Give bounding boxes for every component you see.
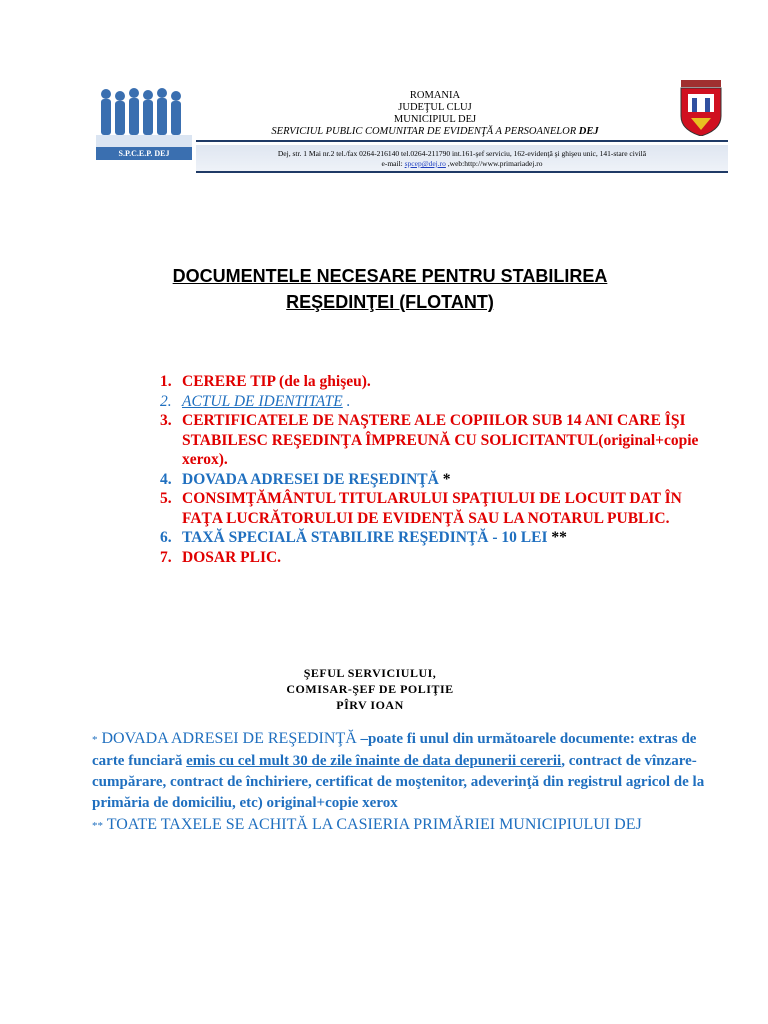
requirement-item: 6. TAXĂ SPECIALĂ STABILIRE REŞEDINŢĂ - 10 LEI ** bbox=[160, 529, 567, 546]
title-line-2: REŞEDINŢEI (FLOTANT) bbox=[286, 292, 494, 312]
country: ROMANIA bbox=[409, 90, 461, 101]
requirement-item: 5. CONSIMŢĂMÂNTUL TITULARULUI SPAŢIULUI DE LOCUIT DAT ÎN FAŢA LUCRĂTORULUI DE EVIDENŢĂ SAU LA NOTARUL PUBLIC. bbox=[160, 490, 682, 527]
service-name: SERVICIUL PUBLIC COMUNITAR DE EVIDENŢĂ A PERSOANELOR DEJ bbox=[271, 126, 599, 137]
contact-bar bbox=[196, 145, 728, 173]
requirement-item: 2. ACTUL DE IDENTITATE . bbox=[160, 392, 351, 410]
city: MUNICIPIUL DEJ bbox=[393, 114, 477, 125]
footnote-fees: ** TOATE TAXELE SE ACHITĂ LA CASIERIA PRIMĂRIEI MUNICIPIULUI DEJ bbox=[92, 816, 642, 833]
signatory-name: PÎRV IOAN bbox=[336, 698, 404, 712]
contact-web: e-mail: spcep@dej.ro ,web:http://www.primariadej.ro bbox=[381, 159, 543, 168]
document-title bbox=[60, 263, 720, 315]
signatory-rank: COMISAR-ŞEF DE POLIŢIE bbox=[286, 682, 454, 696]
logo-caption: S.P.C.E.P. DEJ bbox=[96, 147, 192, 160]
requirement-item: 1. CERERE TIP (de la ghişeu). bbox=[160, 373, 371, 390]
requirement-item: 7. DOSAR PLIC. bbox=[160, 548, 282, 566]
signatory-role: ŞEFUL SERVICIULUI, bbox=[303, 666, 437, 680]
footnotes bbox=[92, 728, 732, 837]
email-link[interactable]: spcep@dej.ro bbox=[404, 159, 446, 168]
contact-address: Dej, str. 1 Mai nr.2 tel./fax 0264-216140 tel.0264-211790 int.161-şef serviciu, 162-evidenţă şi ghişeu unic, 141-stare civilă bbox=[277, 149, 647, 158]
requirements-list bbox=[150, 372, 710, 567]
header-divider bbox=[196, 140, 728, 142]
institution-header bbox=[200, 90, 670, 138]
coat-of-arms-icon bbox=[676, 80, 726, 136]
requirement-item: 3. CERTIFICATELE DE NAŞTERE ALE COPIILOR SUB 14 ANI CARE ÎŞI STABILESC REŞEDINŢA ÎMPREUNĂ CU SOLICITANTUL(original+copie xerox). bbox=[160, 412, 699, 468]
county: JUDEŢUL CLUJ bbox=[398, 102, 472, 113]
title-line-1: DOCUMENTELE NECESARE PENTRU STABILIREA bbox=[172, 266, 608, 286]
requirement-item: 4. DOVADA ADRESEI DE REŞEDINŢĂ * bbox=[160, 470, 451, 488]
signature-block bbox=[230, 665, 510, 713]
footnote-residence-proof: * DOVADA ADRESEI DE REŞEDINŢĂ –poate fi unul din următoarele documente: extras de carte funciară emis cu cel mult 30 de zile înainte de data depunerii cererii, contract de vînzare-cumpărare, contract de închiriere, certificat de moştenitor, adeverinţă din registrul agricol de la primăria de domiciliu, etc) original+copie xerox bbox=[92, 730, 705, 811]
